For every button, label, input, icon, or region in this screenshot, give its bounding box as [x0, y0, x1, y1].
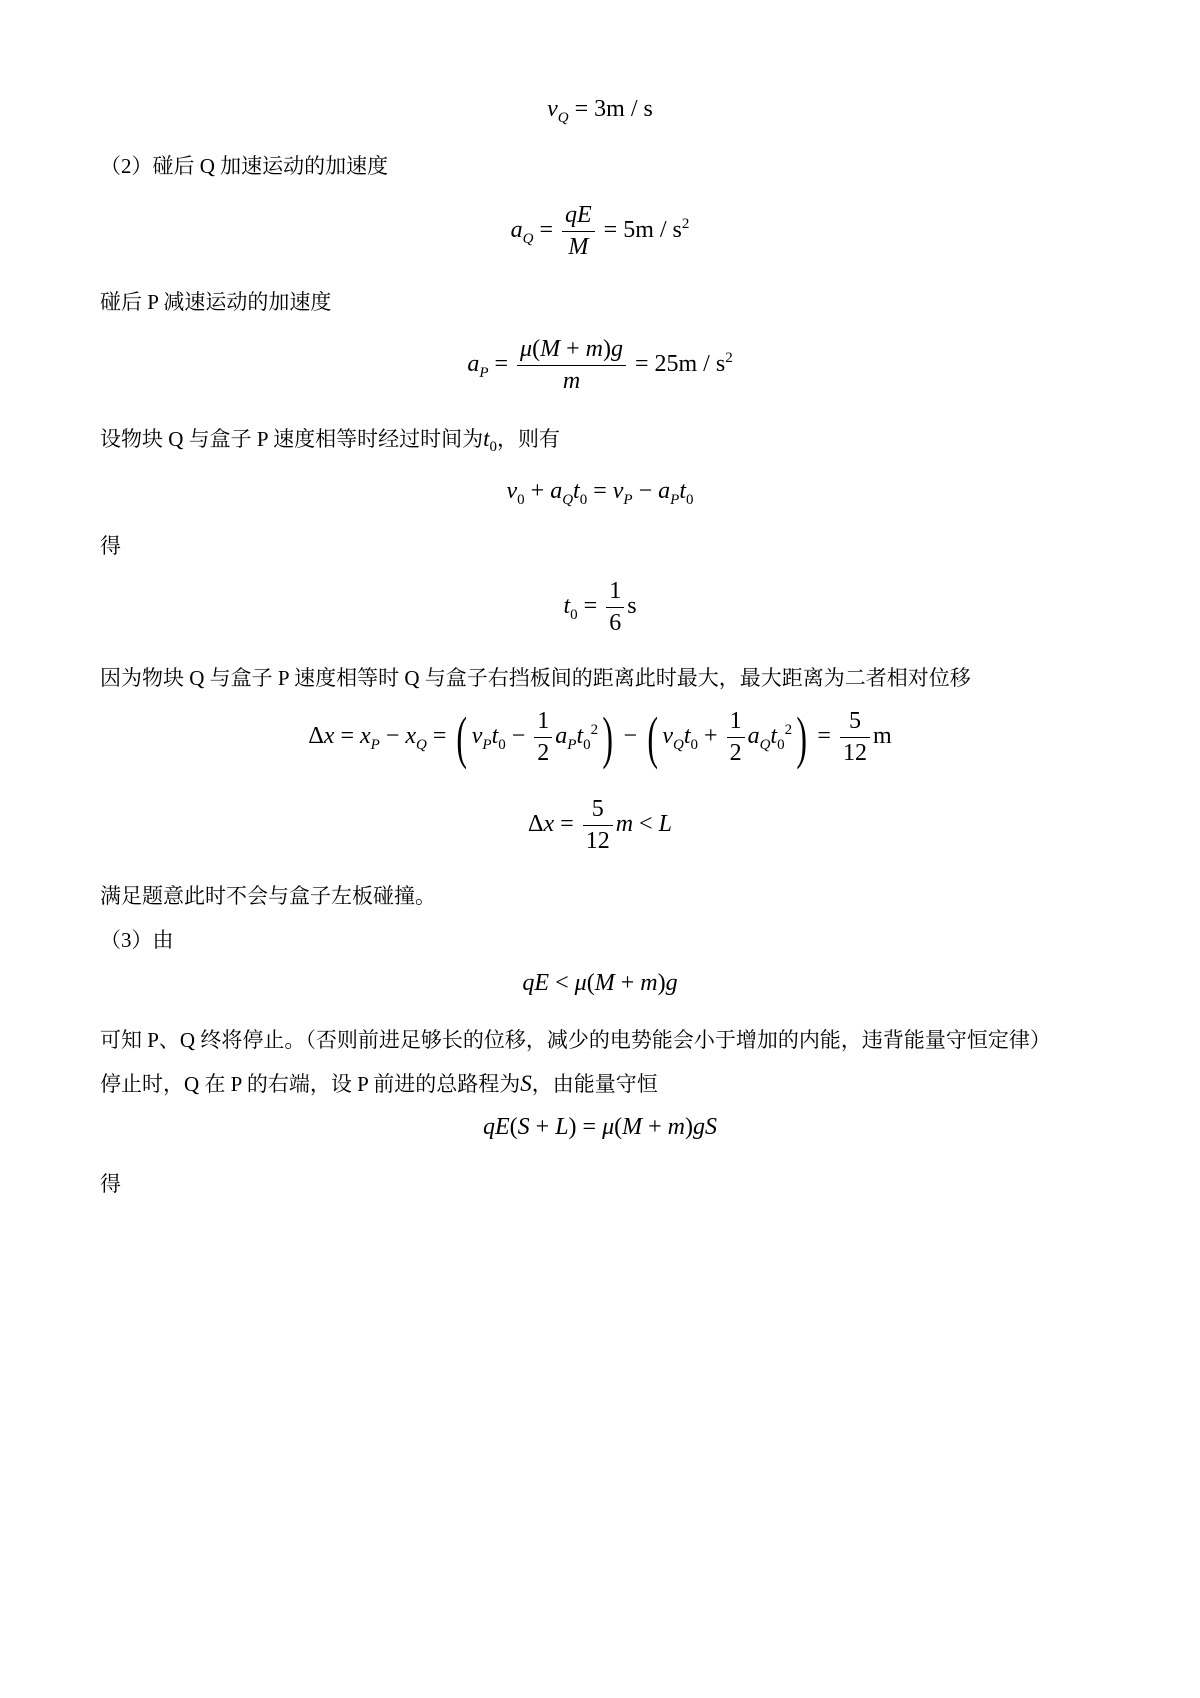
- equation-energy: qE(S + L) = μ(M + m)gS: [482, 1114, 718, 1140]
- text-line: 得: [100, 1172, 121, 1196]
- equation-equal-speed: $v_0 + a_Qt_0 = v_P - a_Pt_0$: [506, 478, 694, 508]
- equation-ap: $a_P$ = $\frac{\mu(M + m)g}{m}$ = $25m / s^2$: [467, 336, 733, 394]
- equation-delta-x: $\Delta x = x_P - x_Q$ = ( $v_Pt_0$ − $\frac{1}{2}$ $a_Pt_0^2$) − ( $v_Qt_0$ + $\frac{1}{2}$ $a_Qt_0^2$) = $\frac{5}{12}$ m: [308, 704, 892, 770]
- text-line-part: ，由能量守恒: [531, 1072, 658, 1096]
- text-line: 可知 P、Q 终将停止。（否则前进足够长的位移，减少的电势能会小于增加的内能，违背能量守恒定律）: [100, 1028, 1051, 1052]
- text-line: （2）碰后 Q 加速运动的加速度: [100, 154, 389, 178]
- equation-vq: $v_Q = 3m / s$: [547, 96, 653, 126]
- text-line: 设物块 Q 与盒子 P 速度相等时经过时间为$t_0$，则有: [100, 426, 560, 456]
- text-line: 满足题意此时不会与盒子左板碰撞。: [100, 884, 436, 908]
- text-line: （3）由: [100, 928, 174, 952]
- equation-aq: $a_Q$ = $\frac{qE}{M}$ = $5m / s^2$: [510, 202, 690, 260]
- text-line-part: 设物块 Q 与盒子 P 速度相等时经过时间为: [100, 427, 484, 451]
- text-line: 得: [100, 534, 121, 558]
- equation-delta-x-less-l: Δx = $\frac{5}{12}$ m < L: [528, 796, 672, 854]
- equation-t0: $t_0$ = $\frac{1}{6}$ s: [563, 578, 637, 636]
- text-line: 因为物块 Q 与盒子 P 速度相等时 Q 与盒子右挡板间的距离此时最大，最大距离为二者相对位移: [100, 666, 971, 690]
- text-line: 碰后 P 减速运动的加速度: [100, 290, 332, 314]
- equation-inequality: qE < μ(M + m)g: [522, 970, 678, 996]
- text-line-part: ，则有: [496, 427, 560, 451]
- text-line: 停止时，Q 在 P 的右端，设 P 前进的总路程为S，由能量守恒: [100, 1071, 658, 1096]
- text-line-part: 停止时，Q 在 P 的右端，设 P 前进的总路程为: [100, 1072, 521, 1096]
